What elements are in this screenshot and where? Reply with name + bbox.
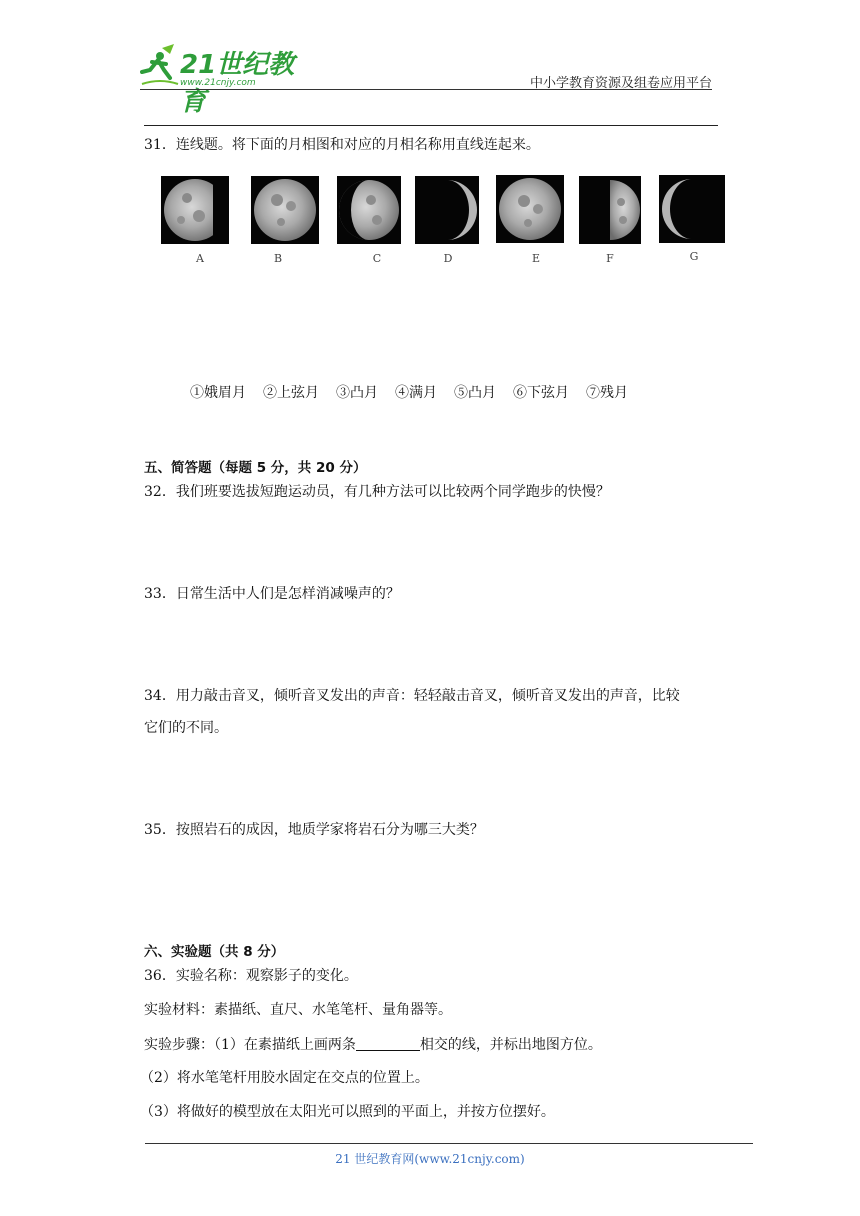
choice-6: ⑥下弦月 (513, 385, 569, 401)
header-divider (140, 89, 712, 90)
moon-label-b: B (273, 252, 283, 265)
moon-label-e: E (531, 252, 541, 265)
logo-text: 21世纪教育 (180, 50, 295, 117)
moon-image-a (161, 176, 229, 244)
experiment-step-1 (144, 1035, 602, 1055)
choice-2: ②上弦月 (263, 385, 319, 401)
choice-5: ⑤凸月 (454, 385, 496, 401)
moon-label-f: F (606, 252, 614, 265)
footer-divider (145, 1143, 753, 1144)
section-divider (144, 125, 718, 126)
moon-image-d (415, 176, 479, 244)
experiment-materials: 实验材料：素描纸、直尺、水笔笔杆、量角器等。 (144, 1002, 452, 1018)
choice-1: ①娥眉月 (190, 385, 246, 401)
experiment-step-3: （3）将做好的模型放在太阳光可以照到的平面上，并按方位摆好。 (140, 1104, 555, 1120)
moon-label-d: D (443, 252, 453, 265)
choice-7: ⑦残月 (586, 385, 628, 401)
moon-label-g: G (689, 250, 699, 263)
logo-url: www.21cnjy.com (180, 78, 256, 88)
moon-phase-choices (190, 382, 645, 402)
experiment-step-2: （2）将水笔笔杆用胶水固定在交点的位置上。 (140, 1070, 429, 1086)
site-logo (140, 44, 310, 117)
question-33: 33．日常生活中人们是怎样消减噪声的？ (144, 586, 400, 602)
moon-image-e (496, 175, 564, 243)
answer-blank[interactable] (356, 1036, 420, 1051)
step-1-text-after: 相交的线，并标出地图方位。 (419, 1037, 602, 1053)
choice-4: ④满月 (395, 385, 437, 401)
question-31: 31．连线题。将下面的月相图和对应的月相名称用直线连起来。 (144, 137, 540, 153)
moon-image-g (659, 175, 725, 243)
moon-label-c: C (372, 252, 382, 265)
choice-3: ③凸月 (336, 385, 378, 401)
moon-image-b (251, 176, 319, 244)
section-5-title: 五、简答题（每题 5 分，共 20 分） (144, 460, 367, 476)
runner-icon (140, 44, 180, 88)
moon-image-c (337, 176, 401, 244)
step-1-text-before: 实验步骤：（1）在素描纸上画两条 (144, 1037, 356, 1053)
question-36: 36．实验名称：观察影子的变化。 (144, 968, 358, 984)
question-32: 32．我们班要选拔短跑运动员，有几种方法可以比较两个同学跑步的快慢？ (144, 484, 610, 500)
moon-label-a: A (196, 252, 204, 265)
footer-link[interactable]: 21 世纪教育网(www.21cnjy.com) (335, 1152, 525, 1166)
moon-image-f (579, 176, 641, 244)
section-6-title: 六、实验题（共 8 分） (144, 944, 285, 960)
question-34-line-2: 它们的不同。 (144, 720, 228, 736)
platform-title: 中小学教育资源及组卷应用平台 (529, 76, 712, 91)
question-34-line-1: 34．用力敲击音叉，倾听音叉发出的声音：轻轻敲击音叉，倾听音叉发出的声音，比较 (144, 688, 680, 704)
question-35: 35．按照岩石的成因，地质学家将岩石分为哪三大类？ (144, 822, 484, 838)
